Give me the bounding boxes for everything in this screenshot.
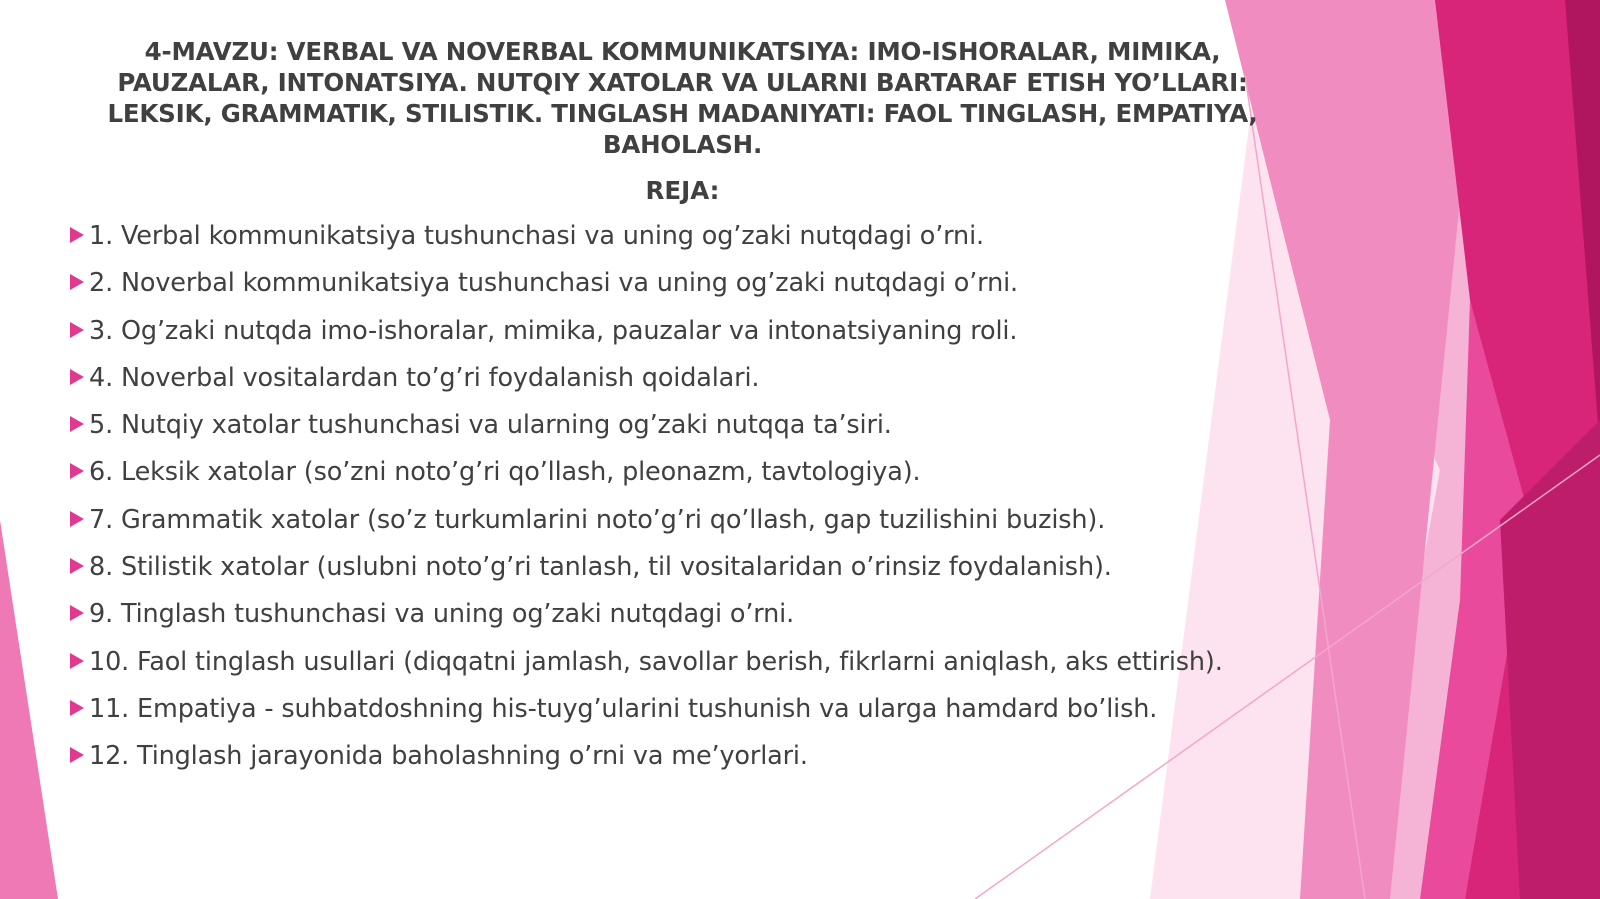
list-item [70, 645, 1370, 692]
plan-heading: REJA: [645, 176, 720, 205]
list-item-text: 11. Empatiya - suhbatdoshning his-tuyg’ularini tushunish va ularga hamdard bo’lish. [89, 693, 1158, 724]
list-item [70, 597, 1370, 644]
list-item-text: 2. Noverbal kommunikatsiya tushunchasi va uning og’zaki nutqdagi o’rni. [89, 268, 1018, 299]
list-item-text: 9. Tinglash tushunchasi va uning og’zaki nutqdagi o’rni. [89, 599, 795, 630]
triangle-bullet-icon [70, 227, 84, 243]
slide-title: 4-MAVZU: VERBAL VA NOVERBAL KOMMUNIKATSIYA: IMO-ISHORALAR, MIMIKA, PAUZALAR, INTONATSIYA. NUTQIY XATOLAR VA ULARNI BARTARAF ETISH YO’LLARI: LEKSIK, GRAMMATIK, STILISTIK. TINGLASH MADANIYATI: FAOL TINGLASH, EMPATIYA, BAHOLASH. [107, 37, 1258, 159]
triangle-bullet-icon [70, 369, 84, 385]
list-item [70, 503, 1370, 550]
list-item [70, 266, 1370, 313]
triangle-bullet-icon [70, 511, 84, 527]
list-item-text: 10. Faol tinglash usullari (diqqatni jamlash, savollar berish, fikrlarni aniqlash, aks ettirish). [89, 646, 1223, 677]
triangle-bullet-icon [70, 558, 84, 574]
list-item-text: 6. Leksik xatolar (so’zni noto’g’ri qo’llash, pleonazm, tavtologiya). [89, 457, 921, 488]
list-item [70, 692, 1370, 739]
triangle-bullet-icon [70, 653, 84, 669]
list-item-text: 12. Tinglash jarayonida baholashning o’rni va me’yorlari. [89, 741, 808, 772]
list-item [70, 550, 1370, 597]
triangle-bullet-icon [70, 274, 84, 290]
list-item [70, 314, 1370, 361]
list-item-text: 8. Stilistik xatolar (uslubni noto’g’ri tanlash, til vositalaridan o’rinsiz foydalanish). [89, 552, 1112, 583]
list-item-text: 1. Verbal kommunikatsiya tushunchasi va uning og’zaki nutqdagi o’rni. [89, 221, 984, 251]
plan-list [70, 219, 1370, 787]
triangle-bullet-icon [70, 700, 84, 716]
list-item-text: 3. Og’zaki nutqda imo-ishoralar, mimika, pauzalar va intonatsiyaning roli. [89, 315, 1018, 346]
list-item [70, 361, 1370, 408]
list-item [70, 455, 1370, 502]
list-item-text: 7. Grammatik xatolar (so’z turkumlarini noto’g’ri qo’llash, gap tuzilishini buzish). [89, 504, 1106, 535]
list-item [70, 219, 1370, 266]
triangle-bullet-icon [70, 322, 84, 338]
triangle-bullet-icon [70, 747, 84, 763]
list-item-text: 4. Noverbal vositalardan to’g’ri foydalanish qoidalari. [89, 362, 760, 393]
triangle-bullet-icon [70, 605, 84, 621]
triangle-bullet-icon [70, 463, 84, 479]
list-item [70, 408, 1370, 455]
list-item [70, 739, 1370, 786]
triangle-bullet-icon [70, 416, 84, 432]
list-item-text: 5. Nutqiy xatolar tushunchasi va ularning og’zaki nutqqa ta’siri. [89, 410, 892, 441]
